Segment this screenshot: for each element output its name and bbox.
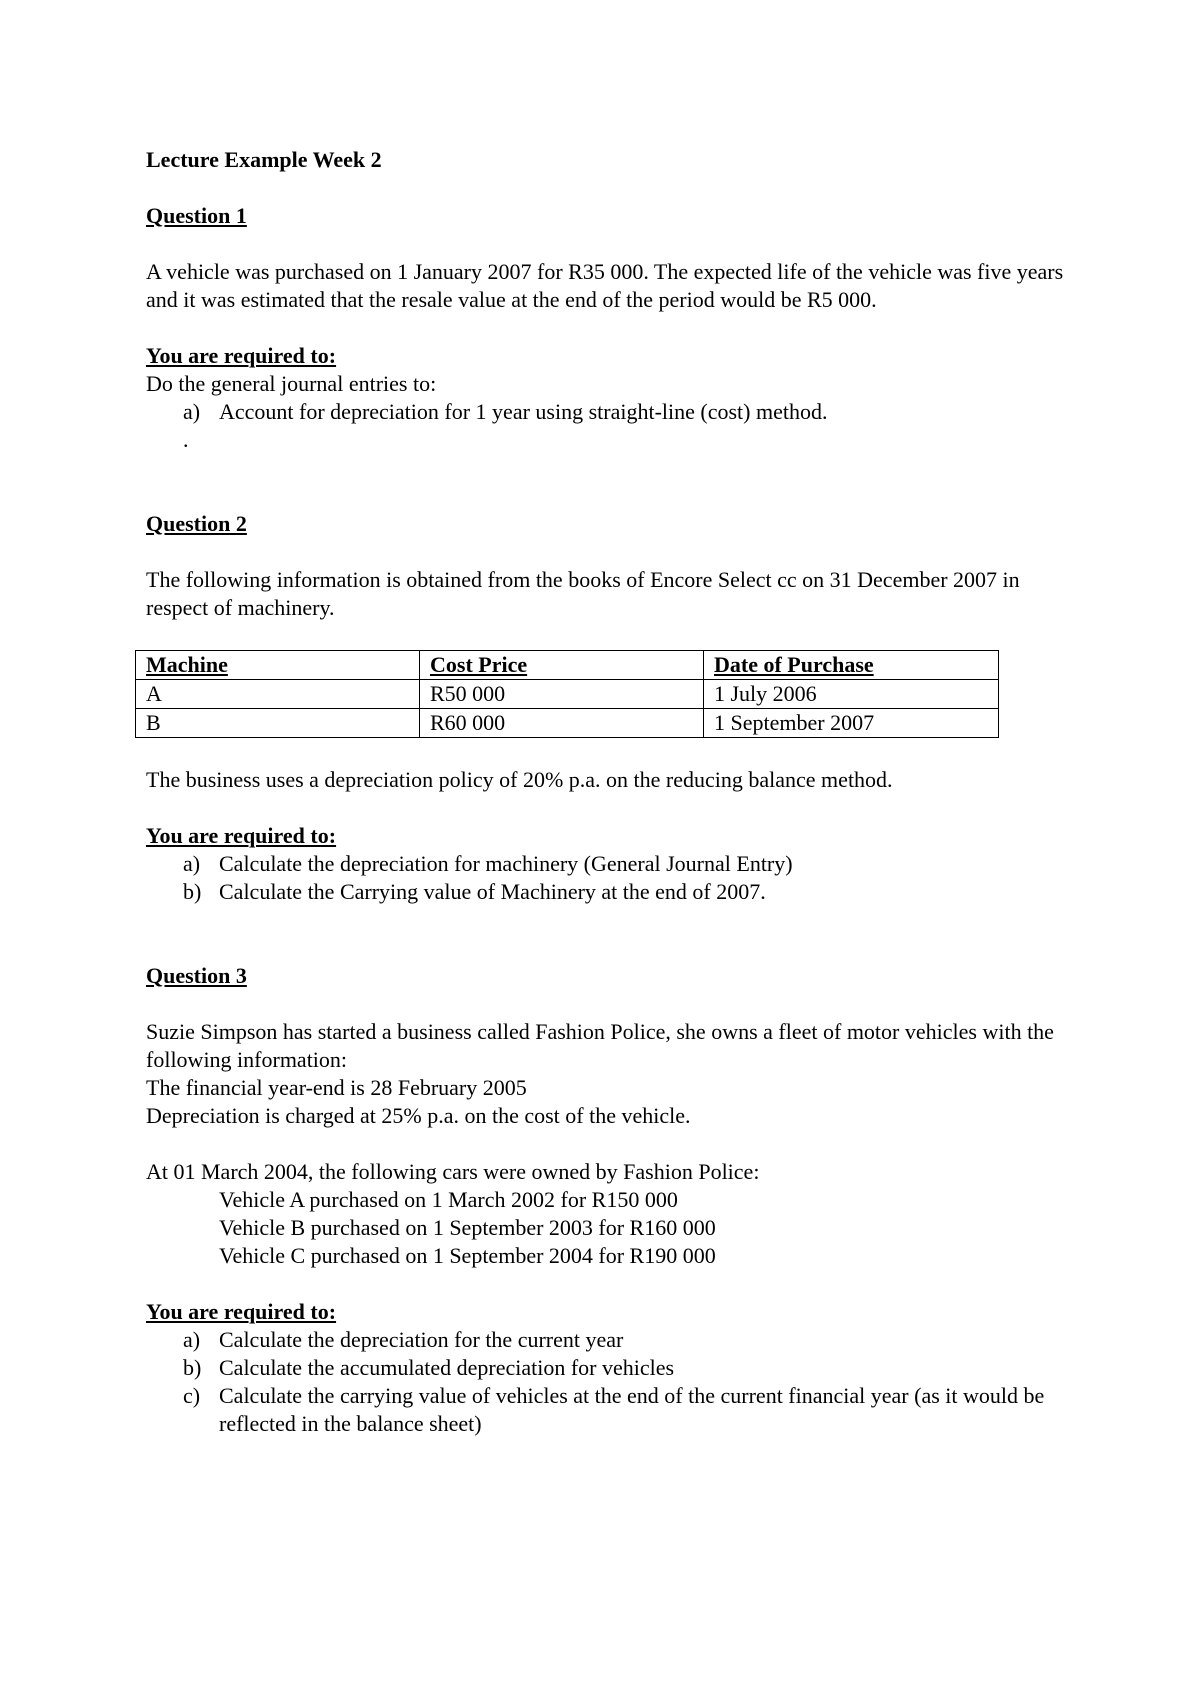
table-header-date-of-purchase: Date of Purchase bbox=[704, 651, 999, 680]
question-1-instruction: Do the general journal entries to: bbox=[146, 371, 437, 396]
question-3-cars-intro: At 01 March 2004, the following cars were owned by Fashion Police: bbox=[146, 1159, 760, 1184]
document-title: Lecture Example Week 2 bbox=[146, 147, 382, 172]
question-3-heading: Question 3 bbox=[146, 963, 247, 988]
task-text: Account for depreciation for 1 year using straight-line (cost) method. bbox=[219, 399, 828, 424]
question-3-depreciation: Depreciation is charged at 25% p.a. on the cost of the vehicle. bbox=[146, 1103, 691, 1128]
question-2-policy: The business uses a depreciation policy of 20% p.a. on the reducing balance method. bbox=[146, 767, 893, 792]
question-3-required-heading: You are required to: bbox=[146, 1299, 337, 1324]
question-3-task-b bbox=[146, 1354, 1086, 1382]
question-2-heading: Question 2 bbox=[146, 511, 247, 536]
question-3-year-end: The financial year-end is 28 February 2005 bbox=[146, 1075, 527, 1100]
vehicle-item: Vehicle C purchased on 1 September 2004 for R190 000 bbox=[219, 1243, 716, 1268]
question-1-required-heading: You are required to: bbox=[146, 343, 337, 368]
table-header-machine: Machine bbox=[136, 651, 420, 680]
task-text: Calculate the depreciation for the current year bbox=[219, 1327, 624, 1352]
question-2-task-a bbox=[146, 850, 1086, 878]
question-1-heading: Question 1 bbox=[146, 203, 247, 228]
table-header-row bbox=[136, 651, 999, 680]
question-2-required-heading: You are required to: bbox=[146, 823, 337, 848]
task-marker: c) bbox=[183, 1383, 201, 1408]
question-3 bbox=[146, 962, 1086, 1438]
question-3-intro: Suzie Simpson has started a business called Fashion Police, she owns a fleet of motor vehicles with the following information: bbox=[146, 1019, 1054, 1072]
task-marker: b) bbox=[183, 1355, 202, 1380]
task-marker: a) bbox=[183, 1327, 201, 1352]
table-header-cost-price: Cost Price bbox=[420, 651, 704, 680]
task-text: Calculate the carrying value of vehicles at the end of the current financial year (as it would be reflected in the balance sheet) bbox=[219, 1383, 1045, 1436]
question-1-text: A vehicle was purchased on 1 January 2007 for R35 000. The expected life of the vehicle was five years and it was estimated that the resale value at the end of the period would be R5 000. bbox=[146, 259, 1064, 312]
table-row bbox=[136, 680, 999, 709]
table-cell-date: 1 September 2007 bbox=[704, 709, 999, 738]
question-1-task-a bbox=[146, 398, 1086, 426]
question-1 bbox=[146, 202, 1086, 454]
table-cell-machine: B bbox=[136, 709, 420, 738]
table-row bbox=[136, 709, 999, 738]
task-text: Calculate the accumulated depreciation for vehicles bbox=[219, 1355, 675, 1380]
question-2-text: The following information is obtained from the books of Encore Select cc on 31 December 2007 in respect of machinery. bbox=[146, 567, 1020, 620]
question-2 bbox=[146, 510, 1086, 906]
vehicle-list bbox=[146, 1186, 1086, 1270]
vehicle-item: Vehicle B purchased on 1 September 2003 for R160 000 bbox=[219, 1215, 716, 1240]
table-cell-date: 1 July 2006 bbox=[704, 680, 999, 709]
vehicle-item: Vehicle A purchased on 1 March 2002 for R150 000 bbox=[219, 1187, 678, 1212]
question-3-task-a bbox=[146, 1326, 1086, 1354]
table-cell-cost-price: R50 000 bbox=[420, 680, 704, 709]
task-marker: a) bbox=[183, 851, 201, 876]
question-1-task-list bbox=[146, 398, 1086, 426]
machinery-table bbox=[135, 650, 999, 738]
section-gap bbox=[146, 906, 1086, 962]
table-cell-machine: A bbox=[136, 680, 420, 709]
question-2-task-list bbox=[146, 850, 1086, 906]
stray-mark: . bbox=[183, 427, 189, 452]
question-3-task-list bbox=[146, 1326, 1086, 1438]
task-marker: b) bbox=[183, 879, 202, 904]
task-text: Calculate the depreciation for machinery (General Journal Entry) bbox=[219, 851, 793, 876]
section-gap bbox=[146, 454, 1086, 510]
document-page bbox=[146, 146, 1086, 1438]
question-2-task-b bbox=[146, 878, 1086, 906]
question-3-task-c bbox=[146, 1382, 1086, 1438]
task-marker: a) bbox=[183, 399, 201, 424]
table-cell-cost-price: R60 000 bbox=[420, 709, 704, 738]
task-text: Calculate the Carrying value of Machinery at the end of 2007. bbox=[219, 879, 766, 904]
